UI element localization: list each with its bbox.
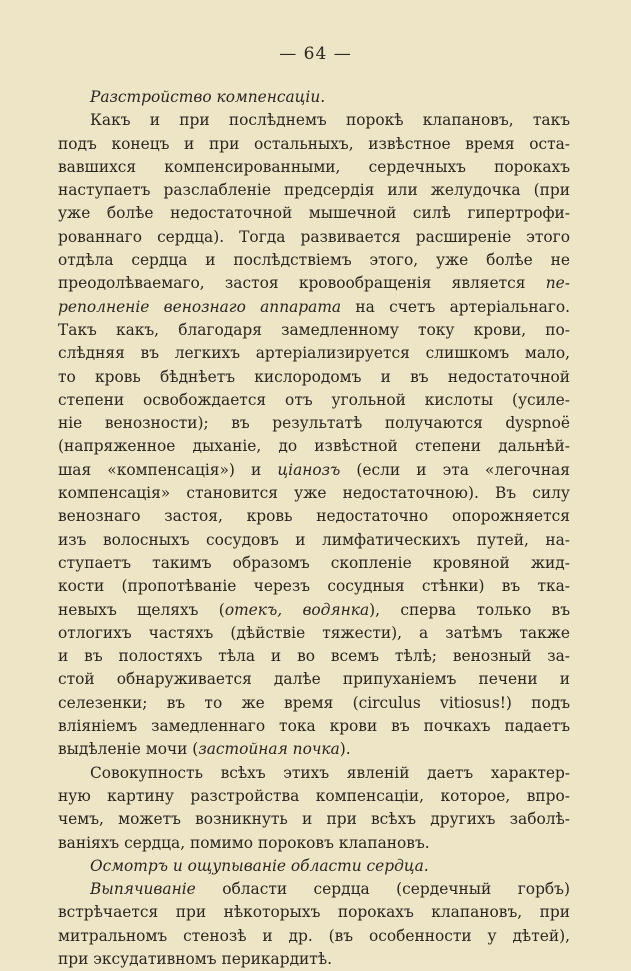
text-line: встрѣчается при нѣкоторыхъ порокахъ клапановъ, при [58, 903, 570, 922]
section-heading: Осмотръ и ощупываніе области сердца. [90, 856, 429, 875]
text-line [58, 738, 570, 761]
text-segment: (если и эта «легочная [356, 460, 570, 479]
text-line [58, 272, 570, 295]
text-line: слѣдняя въ легкихъ артеріализируется слишкомъ мало, [58, 344, 570, 363]
text-segment: невыхъ щеляхъ ( [58, 600, 225, 619]
text-line: уже болѣе недостаточной мышечной силѣ гипертрофи- [58, 204, 570, 223]
text-line [58, 599, 570, 622]
text-line: степени освобождается отъ угольной кислоты (усиле- [58, 390, 570, 409]
text-line: Какъ и при послѣднемъ порокѣ клапановъ, такъ [90, 111, 570, 130]
text-line: Такъ какъ, благодаря замедленному току крови, по- [58, 320, 570, 339]
text-line: изъ волосныхъ сосудовъ и лимфатическихъ путей, на- [58, 530, 570, 549]
text-line: селезенки; въ то же время (circulus vitiosus!) подъ [58, 693, 570, 712]
italic-term: Выпячиваніе [90, 880, 196, 899]
text-line: наступаетъ разслабленіе предсердія или желудочка (при [58, 181, 570, 200]
text-line: ную картину разстройства компенсаціи, которое, впро- [58, 786, 570, 805]
text-line: компенсація» становится уже недостаточною). Въ силу [58, 484, 570, 503]
text-segment: ), сперва только въ [369, 600, 571, 619]
text-line: то кровь бѣднѣетъ кислородомъ и въ недостаточной [58, 367, 570, 386]
text-line: и въ полостяхъ тѣла и во всемъ тѣлѣ; венозный за- [58, 647, 570, 666]
text-segment: области сердца (сердечный горбъ) [222, 880, 570, 899]
text-line: чемъ, можетъ возникнуть и при всѣхъ другихъ заболѣ- [58, 810, 570, 829]
text-line: стой обнаруживается далѣе припуханіемъ печени и [58, 670, 570, 689]
body-text [58, 86, 570, 971]
text-line: кости (пропотѣваніе черезъ сосудныя стѣнки) въ тка- [58, 577, 570, 596]
section-heading: Разстройство компенсаціи. [90, 88, 326, 106]
text-line [58, 459, 570, 482]
text-line: отдѣла сердца и послѣдствіемъ этого, уже болѣе не [58, 251, 570, 270]
text-line: (напряженное дыханіе, до извѣстной степени дальнѣй- [58, 437, 570, 456]
text-line [58, 878, 570, 901]
text-line: митральномъ стенозѣ и др. (въ особенности у дѣтей), [58, 926, 570, 945]
text-line: вліяніемъ замедленнаго тока крови въ почкахъ падаетъ [58, 717, 570, 736]
text-line: венознаго застоя, кровь недостаточно опорожняется [58, 507, 570, 526]
text-line: вавшихся компенсированными, сердечныхъ порокахъ [58, 157, 570, 176]
italic-term: пе- [545, 274, 570, 293]
italic-term: ціанозъ [277, 460, 341, 479]
text-segment: преодолѣваемаго, застоя кровообращенія является [58, 274, 526, 293]
italic-term: отекъ, водянка [224, 600, 370, 619]
text-line: рованнаго сердца). Тогда развивается расширеніе этого [58, 227, 570, 246]
text-line: подъ конецъ и при остальныхъ, извѣстное время оста- [58, 134, 570, 153]
text-line: отлогихъ частяхъ (дѣйствіе тяжести), а затѣмъ также [58, 623, 570, 642]
italic-term: застойная почка [198, 740, 340, 759]
text-segment: шая «компенсація») и [58, 460, 262, 479]
page-number: — 64 — [279, 44, 352, 64]
text-segment: выдѣленіе мочи ( [58, 740, 199, 759]
text-line: ваніяхъ сердца, помимо пороковъ клапановъ. [58, 833, 430, 852]
italic-term: реполненіе венознаго аппарата [58, 297, 342, 316]
text-line: Совокупность всѣхъ этихъ явленій даетъ характер- [90, 763, 570, 782]
text-line: при эксудативномъ перикардитѣ. [58, 949, 332, 968]
text-line [58, 296, 570, 319]
text-line: ніе венозности); въ результатѣ получаются dyspnoë [58, 414, 570, 433]
text-segment: на счетъ артеріальнаго. [355, 297, 570, 316]
text-line: ступаетъ такимъ образомъ скопленіе кровяной жид- [58, 553, 570, 572]
text-segment: ). [339, 740, 351, 759]
